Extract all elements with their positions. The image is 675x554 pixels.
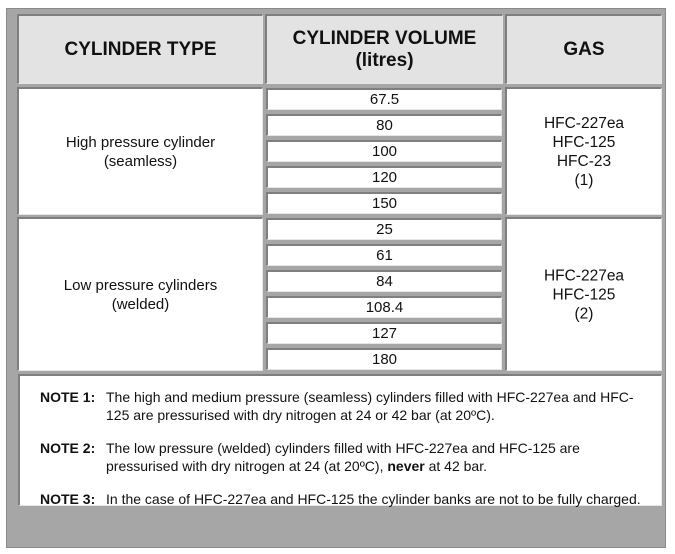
- header-cylinder-volume: [265, 14, 503, 84]
- volume-cell: 84: [266, 270, 502, 292]
- note-text: The high and medium pressure (seamless) cylinders filled with HFC-227ea and HFC-125 are pressurised with dry nitrogen at 24 or 42 bar (at 20ºC).: [106, 389, 634, 423]
- note-text: In the case of HFC-227ea and HFC-125 the cylinder banks are not to be fully charged.: [106, 491, 641, 507]
- note-1: [40, 388, 650, 424]
- type-cell-high-pressure: [17, 87, 263, 215]
- volume-cell: 180: [266, 348, 502, 370]
- note-3: [40, 490, 650, 508]
- gas-cell-low-pressure: [505, 217, 662, 371]
- type-line: (seamless): [103, 152, 178, 170]
- volume-cell: 25: [266, 218, 502, 240]
- note-label: NOTE 1:: [40, 389, 96, 405]
- gas-line: (2): [574, 305, 594, 322]
- volume-cell: 127: [266, 322, 502, 344]
- type-label-low-pressure: [19, 276, 262, 314]
- notes-panel: [18, 374, 662, 506]
- gas-line: HFC-125: [552, 286, 616, 303]
- volume-cell: 120: [266, 166, 502, 188]
- note-text-emphasis: never: [387, 458, 425, 474]
- type-label-high-pressure: [19, 133, 262, 171]
- volume-cell: 100: [266, 140, 502, 162]
- gas-line: HFC-125: [552, 133, 616, 151]
- volume-cell: 67.5: [266, 88, 502, 110]
- note-2: [40, 439, 650, 475]
- gas-line: (1): [574, 171, 594, 189]
- header-cylinder-type: [17, 14, 263, 84]
- note-text-part: at 42 bar.: [424, 458, 487, 474]
- volume-cell: 80: [266, 114, 502, 136]
- gas-cell-high-pressure: [505, 87, 662, 215]
- gas-line: HFC-227ea: [543, 267, 625, 284]
- header-cylinder-volume-label: [267, 28, 502, 72]
- volume-cell: 150: [266, 192, 502, 214]
- gas-list-high-pressure: [507, 114, 661, 190]
- header-cylinder-volume-line2: (litres): [355, 49, 414, 71]
- gas-list-low-pressure: [507, 266, 661, 323]
- header-gas-label: GAS: [563, 38, 605, 60]
- note-text: [106, 439, 650, 475]
- note-label: NOTE 2:: [40, 440, 96, 456]
- header-cylinder-volume-line1: CYLINDER VOLUME: [292, 27, 477, 49]
- header-cylinder-type-label: CYLINDER TYPE: [64, 38, 217, 60]
- gas-line: HFC-23: [556, 152, 612, 170]
- note-label: NOTE 3:: [40, 491, 96, 507]
- type-line: High pressure cylinder: [65, 133, 216, 151]
- type-line: Low pressure cylinders: [63, 276, 218, 294]
- type-cell-low-pressure: [17, 217, 263, 371]
- header-gas: [505, 14, 662, 84]
- note-text-part: The low pressure (welded) cylinders filled with HFC-227ea and HFC-125 are pressurised with dry nitrogen at 24 (at 20ºC),: [106, 440, 580, 474]
- type-line: (welded): [111, 295, 170, 313]
- volume-cell: 108.4: [266, 296, 502, 318]
- gas-line: HFC-227ea: [543, 114, 625, 132]
- volume-cell: 61: [266, 244, 502, 266]
